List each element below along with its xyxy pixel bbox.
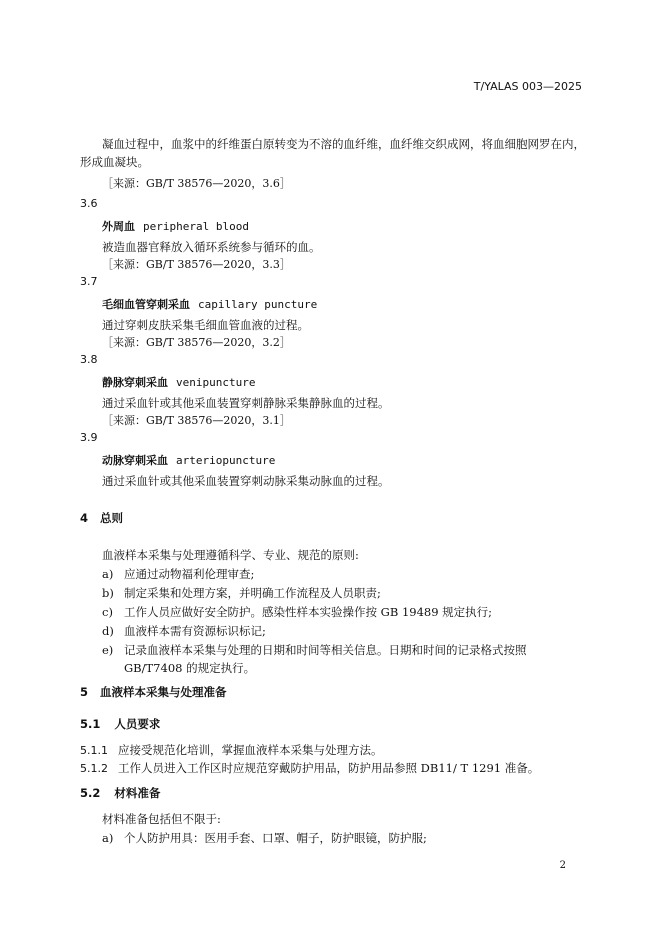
subsection-heading (80, 785, 160, 801)
list-text: 工作人员应做好安全防护。感染性样本实验操作按 GB 19489 规定执行; (124, 605, 493, 619)
page-number: 2 (559, 860, 566, 871)
section-heading (80, 684, 227, 700)
term-zh: 静脉穿刺采血 (102, 376, 168, 389)
clause-number: 5.1.2 (80, 762, 108, 775)
list-item-continuation: GB/T7408 的规定执行。 (124, 661, 256, 675)
term-en: capillary puncture (198, 298, 318, 311)
list-marker: a) (102, 567, 114, 581)
section-heading (80, 510, 123, 526)
list-text: 应通过动物福利伦理审查; (124, 567, 255, 581)
section-title: 总则 (100, 511, 124, 525)
list-marker: c) (102, 605, 113, 619)
clause (80, 742, 383, 759)
list-item (102, 830, 427, 846)
clause-number: 5.1.1 (80, 744, 108, 757)
term-definition: 通过采血针或其他采血装置穿刺静脉采集静脉血的过程。 (102, 396, 390, 410)
list-item (102, 623, 266, 639)
term-zh: 外周血 (102, 220, 135, 233)
term-source: ［来源：GB/T 38576—2020，3.1］ (102, 414, 291, 427)
term-number: 3.6 (80, 197, 98, 210)
term-number: 3.9 (80, 431, 98, 444)
clause-text: 应接受规范化培训，掌握血液样本采集与处理方法。 (118, 743, 383, 757)
term-source: ［来源：GB/T 38576—2020，3.3］ (102, 258, 291, 271)
section-title: 血液样本采集与处理准备 (100, 685, 227, 699)
list-text: 制定采集和处理方案，并明确工作流程及人员职责; (124, 586, 381, 600)
term-definition: 通过穿刺皮肤采集毛细血管血液的过程。 (102, 318, 309, 332)
list-marker: d) (102, 624, 114, 638)
list-marker: b) (102, 586, 114, 600)
document-code: T/YALAS 003—2025 (473, 80, 582, 93)
list-item (102, 604, 492, 620)
list-text: 个人防护用具：医用手套、口罩、帽子，防护眼镜，防护服; (124, 831, 427, 845)
term-title (102, 296, 317, 312)
list-marker: a) (102, 831, 114, 845)
intro-source: ［来源：GB/T 38576—2020，3.6］ (102, 177, 291, 190)
term-title (102, 452, 275, 468)
list-item (102, 642, 527, 658)
subsection-title: 人员要求 (114, 717, 161, 731)
term-definition: 通过采血针或其他采血装置穿刺动脉采集动脉血的过程。 (102, 474, 390, 488)
term-number: 3.8 (80, 353, 98, 366)
term-title (102, 218, 249, 234)
list-item (102, 585, 381, 601)
intro-line-1: 凝血过程中，血浆中的纤维蛋白原转变为不溶的血纤维，血纤维交织成网，将血细胞网罗在内， (102, 137, 585, 151)
term-number: 3.7 (80, 275, 98, 288)
term-en: arteriopuncture (176, 454, 276, 467)
list-text: 记录血液样本采集与处理的日期和时间等相关信息。日期和时间的记录格式按照 (124, 643, 527, 657)
intro-line-2: 形成血凝块。 (80, 155, 149, 169)
term-source: ［来源：GB/T 38576—2020，3.2］ (102, 336, 291, 349)
term-en: venipuncture (176, 376, 256, 389)
subsection-intro: 材料准备包括但不限于: (102, 812, 221, 826)
subsection-number: 5.2 (80, 786, 101, 800)
list-marker: e) (102, 643, 114, 657)
subsection-heading (80, 716, 160, 732)
subsection-number: 5.1 (80, 717, 101, 731)
term-en: peripheral blood (143, 220, 249, 233)
section-number: 5 (80, 685, 89, 699)
term-zh: 动脉穿刺采血 (102, 454, 168, 467)
subsection-title: 材料准备 (114, 786, 161, 800)
list-text: 血液样本需有资源标识标记; (124, 624, 266, 638)
term-definition: 被造血器官释放入循环系统参与循环的血。 (102, 240, 321, 254)
section-number: 4 (80, 511, 89, 525)
term-title (102, 374, 255, 390)
section-intro: 血液样本采集与处理遵循科学、专业、规范的原则: (102, 548, 359, 562)
list-item (102, 566, 254, 582)
term-zh: 毛细血管穿刺采血 (102, 298, 190, 311)
clause-text: 工作人员进入工作区时应规范穿戴防护用品，防护用品参照 DB11/ T 1291 准备。 (118, 761, 540, 775)
clause (80, 760, 539, 777)
